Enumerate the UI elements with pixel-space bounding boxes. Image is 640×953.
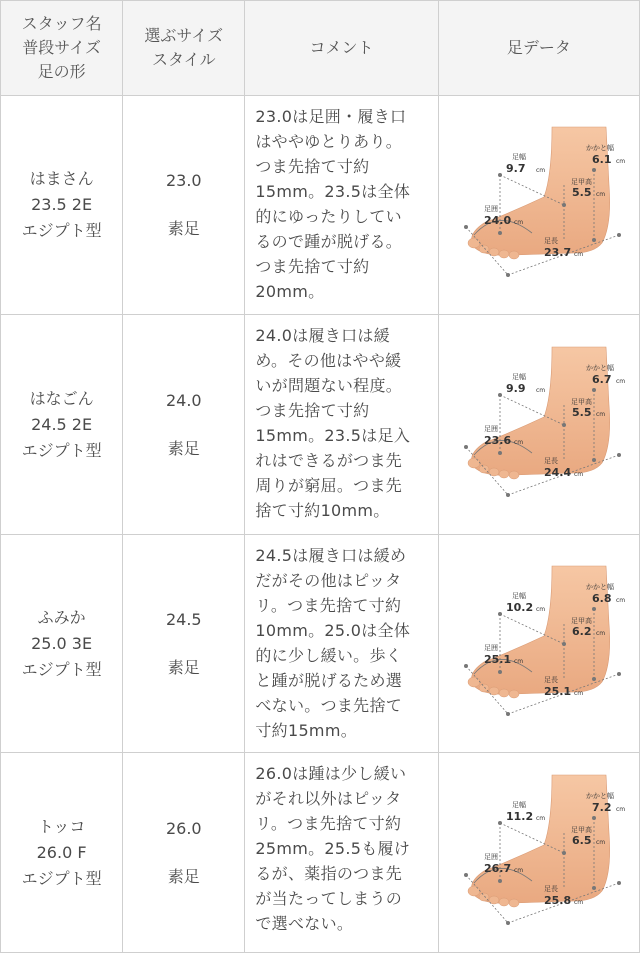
toe-shape — [499, 898, 509, 906]
foot-width-label: 足幅 — [511, 591, 526, 600]
unit-label: cm — [615, 596, 625, 604]
unit-label: cm — [535, 814, 545, 822]
chosen-size: 24.5 — [165, 609, 202, 629]
header-staff — [1, 1, 123, 96]
foot-width-value: 9.9 — [505, 381, 526, 395]
girth-value: 24.0 — [483, 214, 511, 227]
staff-foot-shape: エジプト型 — [21, 440, 102, 460]
instep-height-label: 足甲高 — [570, 825, 592, 834]
header-size-line-1: 選ぶサイズ — [144, 26, 224, 45]
measure-point — [592, 388, 596, 392]
foot-diagram — [444, 115, 634, 295]
foot-diagram — [444, 763, 634, 943]
toe-shape — [509, 471, 519, 479]
measure-point — [498, 821, 502, 825]
toe-shape — [499, 250, 509, 258]
foot-data-cell — [438, 315, 639, 535]
unit-label: cm — [535, 386, 545, 394]
header-staff-line-3: 足の形 — [37, 62, 86, 81]
measure-point — [464, 873, 468, 877]
comment-cell: 26.0は踵は少し緩い がそれ以外はピッタ リ。つま先捨て寸約 25mm。25.5も履け るが、薬指のつま先 が当たってしまうの で選べない。 — [245, 753, 438, 953]
length-label: 足長 — [543, 456, 558, 465]
measure-point — [592, 816, 596, 820]
measure-point — [617, 672, 621, 676]
heel-width-label: かかと幅 — [585, 582, 614, 591]
length-label: 足長 — [543, 884, 558, 893]
length-value: 23.7 — [543, 246, 571, 259]
comment-cell: 24.5は履き口は緩め だがその他はピッタ リ。つま先捨て寸約 10mm。25.0は全体 的に少し緩い。歩く と踵が脱げるため選 べない。つま先捨て 寸約15mm。 — [245, 535, 438, 753]
girth-value: 23.6 — [483, 433, 511, 447]
size-cell — [123, 315, 245, 535]
staff-name: ふみか — [37, 607, 86, 627]
foot-diagram — [444, 554, 634, 734]
foot-data-cell — [438, 535, 639, 753]
length-value: 24.4 — [543, 465, 571, 479]
toe-shape — [509, 899, 519, 907]
measure-point — [617, 453, 621, 457]
measure-point — [464, 445, 468, 449]
measure-point — [506, 273, 510, 277]
staff-foot-shape: エジプト型 — [21, 221, 102, 240]
measure-point — [506, 493, 510, 497]
measure-point — [498, 393, 502, 397]
staff-cell — [1, 535, 123, 753]
measure-point — [498, 879, 502, 883]
toe-shape — [468, 238, 480, 248]
instep-height-label: 足甲高 — [570, 397, 592, 406]
unit-label: cm — [573, 470, 583, 478]
toe-shape — [509, 251, 519, 259]
heel-width-value: 6.7 — [591, 372, 612, 386]
measure-point — [617, 881, 621, 885]
staff-name: はなごん — [29, 388, 94, 408]
measure-point — [498, 670, 502, 674]
heel-width-value: 6.8 — [591, 591, 612, 605]
staff-foot-shape: エジプト型 — [21, 659, 102, 679]
girth-value: 26.7 — [483, 861, 511, 875]
measure-point — [617, 233, 621, 237]
measure-point — [464, 664, 468, 668]
toe-shape — [499, 470, 509, 478]
unit-label: cm — [535, 167, 545, 174]
heel-width-value: 7.2 — [591, 800, 612, 814]
staff-name: はまさん — [29, 169, 94, 188]
toe-shape — [468, 677, 480, 687]
unit-label: cm — [595, 838, 605, 846]
staff-usual-size: 25.0 3E — [31, 633, 93, 653]
heel-width-label: かかと幅 — [585, 144, 614, 152]
unit-label: cm — [573, 898, 583, 906]
instep-height-value: 5.5 — [571, 186, 592, 199]
foot-data-cell — [438, 96, 639, 315]
unit-label: cm — [615, 805, 625, 813]
unit-label: cm — [595, 629, 605, 637]
unit-label: cm — [595, 191, 605, 198]
unit-label: cm — [513, 866, 523, 874]
girth-label: 足囲 — [483, 643, 498, 652]
style-label: 素足 — [167, 219, 200, 238]
measure-point — [592, 168, 596, 172]
header-row — [1, 1, 640, 96]
table-row — [1, 96, 640, 315]
unit-label: cm — [595, 410, 605, 418]
header-size-line-2: スタイル — [151, 50, 216, 69]
unit-label: cm — [513, 219, 523, 226]
measure-point — [592, 677, 596, 681]
girth-label: 足囲 — [483, 852, 498, 861]
measure-point — [464, 225, 468, 229]
chosen-size: 24.0 — [165, 390, 202, 410]
toe-shape — [468, 458, 480, 468]
measure-point — [562, 203, 566, 207]
toe-shape — [499, 689, 509, 697]
measure-point — [498, 451, 502, 455]
instep-height-label: 足甲高 — [570, 616, 592, 625]
toe-shape — [468, 886, 480, 896]
staff-cell — [1, 315, 123, 535]
measure-point — [506, 921, 510, 925]
foot-width-value: 11.2 — [505, 809, 533, 823]
staff-cell — [1, 96, 123, 315]
measure-point — [562, 851, 566, 855]
girth-label: 足囲 — [483, 205, 498, 213]
staff-foot-shape: エジプト型 — [21, 868, 102, 888]
length-label: 足長 — [543, 237, 558, 245]
measure-point — [592, 607, 596, 611]
staff-usual-size: 24.5 2E — [31, 414, 93, 434]
length-value: 25.8 — [543, 893, 571, 907]
size-cell — [123, 753, 245, 953]
girth-value: 25.1 — [483, 652, 511, 666]
unit-label: cm — [573, 251, 583, 258]
style-label: 素足 — [167, 866, 200, 886]
measure-point — [592, 458, 596, 462]
staff-usual-size: 26.0 F — [36, 842, 87, 862]
foot-diagram — [444, 335, 634, 515]
foot-width-label: 足幅 — [511, 372, 526, 381]
chosen-size: 23.0 — [165, 171, 202, 190]
foot-width-label: 足幅 — [511, 153, 526, 161]
chosen-size: 26.0 — [165, 818, 202, 838]
girth-label: 足囲 — [483, 424, 498, 433]
foot-width-value: 9.7 — [505, 162, 526, 175]
comment-cell: 24.0は履き口は緩 め。その他はやや緩 いが問題ない程度。 つま先捨て寸約 15mm。23.5は足入 れはできるがつま先 周りが窮屈。つま先 捨て寸約10mm。 — [245, 315, 438, 535]
length-label: 足長 — [543, 675, 558, 684]
toe-shape — [509, 690, 519, 698]
table-row — [1, 315, 640, 535]
measure-point — [498, 173, 502, 177]
header-comment: コメント — [245, 1, 438, 96]
measure-point — [562, 642, 566, 646]
heel-width-label: かかと幅 — [585, 363, 614, 372]
unit-label: cm — [535, 605, 545, 613]
header-size — [123, 1, 245, 96]
header-staff-line-2: 普段サイズ — [22, 38, 101, 57]
style-label: 素足 — [167, 438, 200, 458]
foot-width-value: 10.2 — [505, 600, 533, 614]
unit-label: cm — [573, 689, 583, 697]
instep-height-value: 6.2 — [571, 624, 592, 638]
comment-cell: 23.0は足囲・履き口 はややゆとりあり。 つま先捨て寸約 15mm。23.5は全体 的にゆったりしてい るので踵が脱げる。 つま先捨て寸約 20mm。 — [245, 96, 438, 315]
instep-height-label: 足甲高 — [570, 178, 592, 186]
staff-cell — [1, 753, 123, 953]
table-row — [1, 535, 640, 753]
unit-label: cm — [513, 438, 523, 446]
measure-point — [506, 712, 510, 716]
table-row — [1, 753, 640, 953]
header-foot: 足データ — [438, 1, 639, 96]
header-staff-line-1: スタッフ名 — [21, 14, 102, 33]
instep-height-value: 5.5 — [571, 405, 592, 419]
size-cell — [123, 96, 245, 315]
staff-usual-size: 23.5 2E — [31, 195, 93, 214]
length-value: 25.1 — [543, 684, 571, 698]
unit-label: cm — [615, 377, 625, 385]
measure-point — [592, 886, 596, 890]
staff-name: トッコ — [37, 816, 86, 836]
measure-point — [498, 612, 502, 616]
style-label: 素足 — [167, 657, 200, 677]
unit-label: cm — [615, 158, 625, 165]
foot-width-label: 足幅 — [511, 800, 526, 809]
foot-data-cell — [438, 753, 639, 953]
heel-width-value: 6.1 — [591, 153, 612, 166]
instep-height-value: 6.5 — [571, 833, 592, 847]
measure-point — [498, 231, 502, 235]
unit-label: cm — [513, 657, 523, 665]
size-cell — [123, 535, 245, 753]
measure-point — [562, 423, 566, 427]
measure-point — [592, 238, 596, 242]
heel-width-label: かかと幅 — [585, 791, 614, 800]
